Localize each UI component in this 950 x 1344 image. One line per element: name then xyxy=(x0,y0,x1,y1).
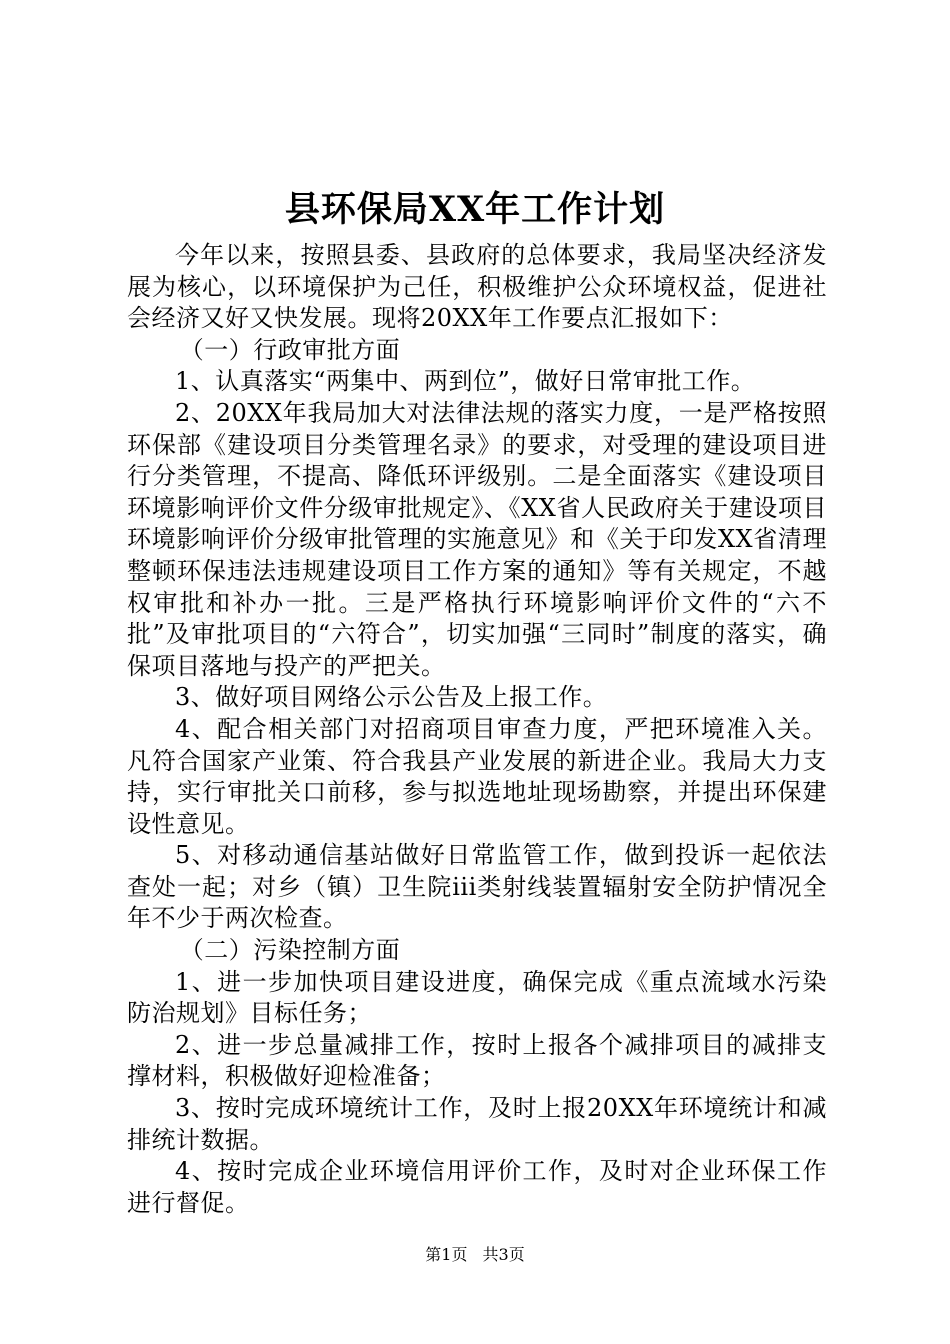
approval-item-5: 5、对移动通信基站做好日常监管工作，做到投诉一起依法查处一起；对乡（镇）卫生院iii类射线装置辐射安全防护情况全年不少于两次检查。 xyxy=(127,841,827,933)
pollution-item-4: 4、按时完成企业环境信用评价工作，及时对企业环保工作进行督促。 xyxy=(127,1157,827,1217)
intro-paragraph: 今年以来，按照县委、县政府的总体要求，我局坚决经济发展为核心，以环境保护为己任，积极维护公众环境权益，促进社会经济又好又快发展。现将20XX年工作要点汇报如下： xyxy=(127,241,827,333)
approval-item-4: 4、配合相关部门对招商项目审查力度，严把环境准入关。凡符合国家产业策、符合我县产业发展的新进企业。我局大力支持，实行审批关口前移，参与拟选地址现场勘察，并提出环保建设性意见。 xyxy=(127,714,827,838)
approval-item-2: 2、20XX年我局加大对法律法规的落实力度，一是严格按照环保部《建设项目分类管理名录》的要求，对受理的建设项目进行分类管理，不提高、降低环评级别。二是全面落实《建设项目环境影响评价文件分级审批规定》、《XX省人民政府关于建设项目环境影响评价分级审批管理的实施意见》和《关于印发XX省清理整顿环保违法违规建设项目工作方案的通知》等有关规定，不越权审批和补办一批。三是严格执行环境影响评价文件的“六不批”及审批项目的“六符合”，切实加强“三同时”制度的落实，确保项目落地与投产的严把关。 xyxy=(127,398,827,680)
document-title: 县环保局XX年工作计划 xyxy=(284,189,666,230)
document-body xyxy=(127,240,827,1219)
approval-item-1: 1、认真落实“两集中、两到位”，做好日常审批工作。 xyxy=(175,367,756,396)
page-total: 共3页 xyxy=(482,1245,525,1264)
pollution-item-2: 2、进一步总量减排工作，按时上报各个减排项目的减排支撑材料，积极做好迎检准备； xyxy=(127,1030,827,1091)
section-heading-admin-approval: （一）行政审批方面 xyxy=(179,335,401,364)
pollution-item-3: 3、按时完成环境统计工作，及时上报20XX年环境统计和减排统计数据。 xyxy=(127,1094,827,1154)
approval-item-3: 3、做好项目网络公示公告及上报工作。 xyxy=(175,683,608,712)
pollution-item-1: 1、进一步加快项目建设进度，确保完成《重点流域水污染防治规划》目标任务； xyxy=(127,967,827,1028)
page-footer xyxy=(0,1244,950,1266)
page-number: 第1页 xyxy=(425,1245,468,1264)
section-heading-pollution-control: （二）污染控制方面 xyxy=(179,936,401,965)
